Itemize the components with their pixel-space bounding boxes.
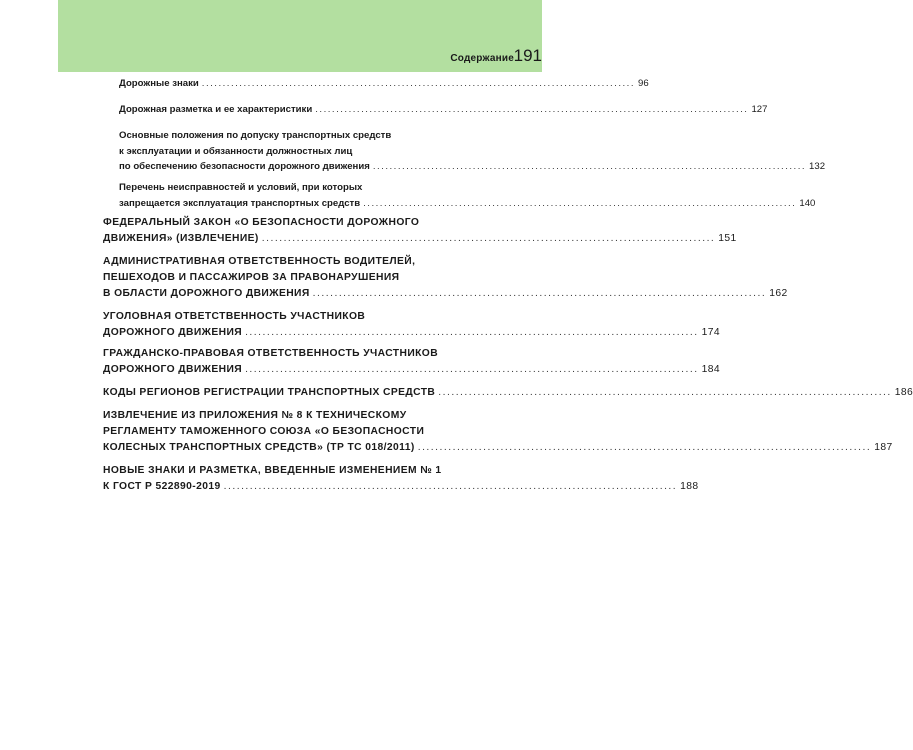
toc-entry-line <box>103 215 471 231</box>
running-header-page-number: 191 <box>513 46 542 65</box>
toc-entry-line <box>103 286 788 302</box>
toc-entry-line <box>103 440 893 456</box>
toc-leader-dots: ........................................................................................................ <box>201 78 636 89</box>
toc-entry-line <box>103 254 471 270</box>
toc-entry-civil-liability[interactable] <box>103 346 720 378</box>
toc-leader-dots: ........................................................................................................ <box>363 197 797 209</box>
toc-entry-title: ДВИЖЕНИЯ» (ИЗВЛЕЧЕНИЕ) <box>103 233 259 244</box>
toc-entry-line <box>103 231 737 247</box>
toc-entry-region-codes[interactable] <box>103 385 913 401</box>
toc-entry-title: ДОРОЖНОГО ДВИЖЕНИЯ <box>103 364 243 375</box>
toc-entry-line <box>119 144 471 160</box>
toc-entry-title: Дорожные знаки <box>119 78 199 89</box>
toc-entry-title: запрещается эксплуатация транспортных средств <box>119 197 361 209</box>
toc-entry-line <box>119 159 826 175</box>
toc-entry-page: 186 <box>894 387 913 398</box>
toc-entry-road-markings[interactable] <box>119 102 768 118</box>
toc-leader-dots: ........................................................................................................ <box>261 233 716 244</box>
toc-entry-line <box>103 479 699 495</box>
running-header-section: Содержание <box>450 53 514 64</box>
toc-entry-page: 162 <box>769 288 788 299</box>
toc-entry-title: ИЗВЛЕЧЕНИЕ ИЗ ПРИЛОЖЕНИЯ № 8 К ТЕХНИЧЕСКОМУ <box>103 410 407 421</box>
toc-entry-federal-law[interactable] <box>103 215 737 247</box>
toc-entry-line <box>103 325 720 341</box>
toc-entry-title: УГОЛОВНАЯ ОТВЕТСТВЕННОСТЬ УЧАСТНИКОВ <box>103 311 366 322</box>
toc-leader-dots: ........................................................................................................ <box>223 481 678 492</box>
toc-entry-line <box>119 102 768 118</box>
toc-leader-dots: ........................................................................................................ <box>315 104 749 115</box>
toc-entry-page: 140 <box>799 197 816 209</box>
toc-entry-page: 187 <box>874 442 893 453</box>
toc-entry-title: КОЛЕСНЫХ ТРАНСПОРТНЫХ СРЕДСТВ» (ТР ТС 018/2011) <box>103 442 415 453</box>
toc-entry-vehicle-admission[interactable] <box>119 128 826 175</box>
toc-entry-administrative-liability[interactable] <box>103 254 788 302</box>
toc-entry-line <box>119 180 471 196</box>
toc-entry-title: Основные положения по допуску транспортных средств <box>119 130 392 141</box>
toc-entry-line <box>119 196 816 212</box>
toc-entry-title: ГРАЖДАНСКО-ПРАВОВАЯ ОТВЕТСТВЕННОСТЬ УЧАСТНИКОВ <box>103 348 439 359</box>
toc-entry-title: АДМИНИСТРАТИВНАЯ ОТВЕТСТВЕННОСТЬ ВОДИТЕЛЕЙ, <box>103 256 416 267</box>
toc-entry-technical-regulation-extract[interactable] <box>103 408 893 456</box>
toc-entry-page: 96 <box>638 78 649 89</box>
toc-entry-page: 174 <box>701 327 720 338</box>
toc-entry-page: 151 <box>718 233 737 244</box>
toc-entry-title: НОВЫЕ ЗНАКИ И РАЗМЕТКА, ВВЕДЕННЫЕ ИЗМЕНЕНИЕМ № 1 <box>103 465 442 476</box>
toc-entry-title: ДОРОЖНОГО ДВИЖЕНИЯ <box>103 327 243 338</box>
toc-entry-line <box>103 385 913 401</box>
toc-entry-page: 127 <box>751 104 768 115</box>
toc-leader-dots: ........................................................................................................ <box>245 364 699 375</box>
toc-entry-page: 132 <box>809 161 826 172</box>
toc-entry-title: В ОБЛАСТИ ДОРОЖНОГО ДВИЖЕНИЯ <box>103 288 310 299</box>
toc-entry-title: КОДЫ РЕГИОНОВ РЕГИСТРАЦИИ ТРАНСПОРТНЫХ СРЕДСТВ <box>103 387 436 398</box>
toc-leader-dots: ........................................................................................................ <box>417 442 872 453</box>
toc-entry-line <box>103 463 471 479</box>
toc-entry-title: по обеспечению безопасности дорожного движения <box>119 161 370 172</box>
toc-entry-line <box>103 270 471 286</box>
toc-leader-dots: ........................................................................................................ <box>372 161 807 172</box>
toc-entry-new-signs-and-markings[interactable] <box>103 463 699 495</box>
toc-entry-title: Перечень неисправностей и условий, при которых <box>119 182 363 193</box>
toc-entry-line <box>119 76 649 92</box>
toc-entry-page: 184 <box>701 364 720 375</box>
toc-entry-title: ФЕДЕРАЛЬНЫЙ ЗАКОН «О БЕЗОПАСНОСТИ ДОРОЖНОГО <box>103 217 420 228</box>
toc-leader-dots: ........................................................................................................ <box>245 327 699 338</box>
toc-entry-title: ПЕШЕХОДОВ И ПАССАЖИРОВ ЗА ПРАВОНАРУШЕНИЯ <box>103 272 400 283</box>
toc-leader-dots: ........................................................................................................ <box>312 288 767 299</box>
toc-entry-title: К ГОСТ Р 522890-2019 <box>103 481 221 492</box>
toc-entry-page: 188 <box>680 481 699 492</box>
toc-entry-line <box>103 309 471 325</box>
toc-entry-line <box>103 424 471 440</box>
toc-entry-title: РЕГЛАМЕНТУ ТАМОЖЕННОГО СОЮЗА «О БЕЗОПАСНОСТИ <box>103 426 425 437</box>
toc-entry-line <box>119 128 471 144</box>
toc-entry-line <box>103 346 471 362</box>
toc-entry-title: Дорожная разметка и ее характеристики <box>119 104 313 115</box>
toc-entry-title: к эксплуатации и обязанности должностных лиц <box>119 145 353 157</box>
toc-entry-road-signs[interactable] <box>119 76 649 92</box>
toc-entry-line <box>103 362 720 378</box>
toc-leader-dots: ........................................................................................................ <box>438 387 892 398</box>
toc-entry-criminal-liability[interactable] <box>103 309 720 341</box>
toc-entry-malfunctions-list[interactable] <box>119 180 816 211</box>
toc-entry-line <box>103 408 471 424</box>
